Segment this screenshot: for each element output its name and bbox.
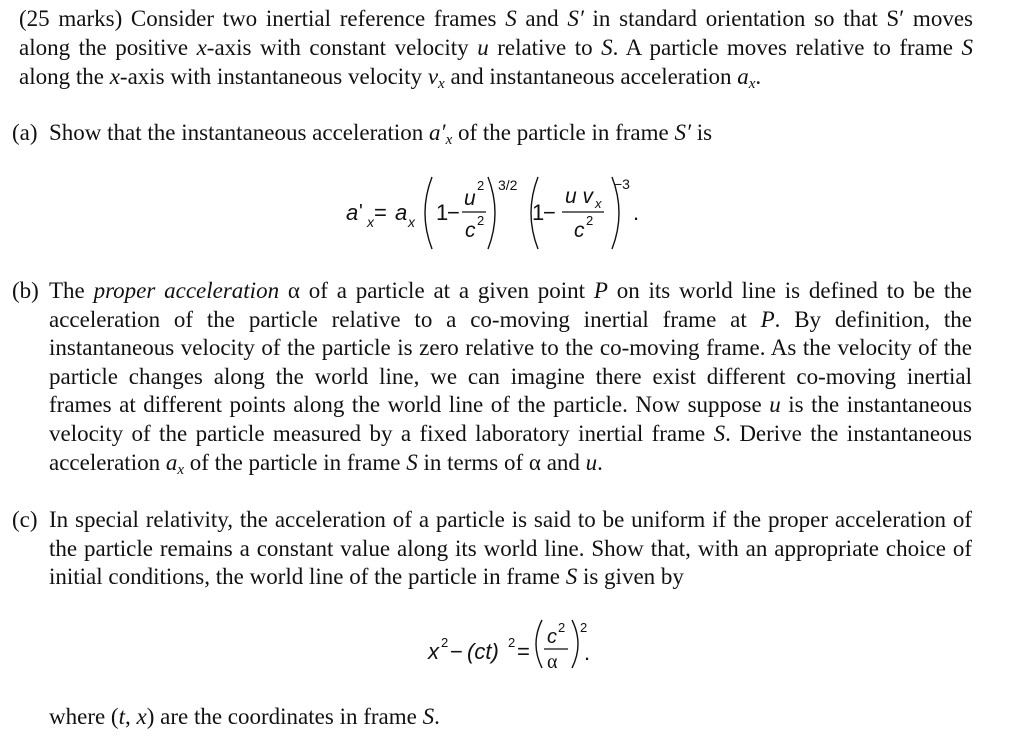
part-b-text: The proper acceleration α of a particle at a given point P on its world line is defined to be the acceleration of the particle relative to a co-moving inertial frame at P. By definition, the instantaneous velocity of the particle is zero relative to the co-moving frame. As the velocity of the particle changes along the world line, we can imagine there exist different co-moving inertial frames at different points along the world line of the particle. Now suppose u is the instantaneous velocity of the particle measured by a fixed laboratory inertial frame S. Derive the instantaneous acceleration $a_x$ of the particle in frame S in terms of α and u.	[49, 278, 973, 478]
svg-text:a: a	[346, 200, 359, 225]
svg-text:2: 2	[477, 213, 485, 228]
svg-text:−: −	[450, 639, 463, 664]
svg-text:x: x	[428, 639, 439, 664]
part-b	[12, 277, 972, 477]
part-a	[12, 119, 972, 148]
eq-a-lhs	[346, 200, 416, 230]
svg-text:x: x	[367, 214, 374, 230]
part-a-label: (a)	[12, 120, 38, 145]
svg-text:x: x	[408, 214, 415, 230]
svg-text:': '	[359, 201, 363, 223]
svg-text:2: 2	[508, 635, 516, 650]
svg-text:c: c	[574, 219, 585, 242]
svg-text:.: .	[633, 200, 640, 225]
equation-a	[330, 165, 660, 255]
svg-text:1: 1	[532, 200, 545, 225]
marks: (25 marks)	[19, 6, 123, 31]
part-a-text: Show that the instantaneous acceleration $a'_x$ of the particle in frame S′ is	[49, 120, 713, 148]
part-c-text: In special relativity, the acceleration of a particle is said to be uniform if the proper acceleration of the particle remains a constant value along its world line. Show that, with an appropriate choice of initial conditions, the world line of the particle in frame S is given by	[49, 507, 972, 590]
svg-text:u v: u v	[565, 185, 594, 208]
closing-text: where (t, x) are the coordinates in frame S.	[49, 704, 440, 729]
svg-text:−: −	[543, 200, 556, 225]
svg-text:α: α	[547, 651, 558, 673]
svg-text:−: −	[447, 200, 460, 225]
svg-text:c: c	[547, 626, 557, 648]
svg-text:3/2: 3/2	[498, 177, 518, 193]
part-b-label: (b)	[12, 278, 39, 303]
svg-text:2: 2	[580, 620, 588, 635]
svg-text:1: 1	[436, 200, 449, 225]
svg-text:(ct): (ct)	[467, 639, 499, 664]
svg-text:=: =	[517, 639, 530, 664]
svg-text:.: .	[584, 640, 591, 665]
eq-a-right-paren-1	[488, 177, 495, 249]
svg-text:a: a	[395, 200, 408, 225]
eq-c-left-paren	[536, 620, 542, 668]
svg-text:u: u	[464, 187, 476, 210]
eq-a-left-paren-1	[425, 177, 432, 249]
svg-text:c: c	[465, 219, 476, 242]
svg-text:x: x	[595, 196, 602, 211]
svg-text:=: =	[374, 200, 387, 225]
svg-text:2: 2	[558, 620, 566, 635]
svg-text:−3: −3	[614, 176, 630, 192]
closing-line	[12, 703, 972, 732]
equation-c	[420, 612, 620, 672]
intro-paragraph: (25 marks) Consider two inertial reference frames S and S′ in standard orientation so that S′ moves along the positive x-axis with constant velocity u relative to S. A particle moves relative to frame S along the x-axis with instantaneous velocity $v_x$ and instantaneous acceleration $a_x$.	[19, 6, 973, 92]
part-c-label: (c)	[12, 507, 38, 532]
eq-c-right-paren	[572, 620, 578, 668]
svg-text:2: 2	[586, 213, 594, 228]
svg-text:2: 2	[477, 178, 485, 193]
part-c	[12, 506, 972, 592]
svg-text:2: 2	[441, 635, 449, 650]
